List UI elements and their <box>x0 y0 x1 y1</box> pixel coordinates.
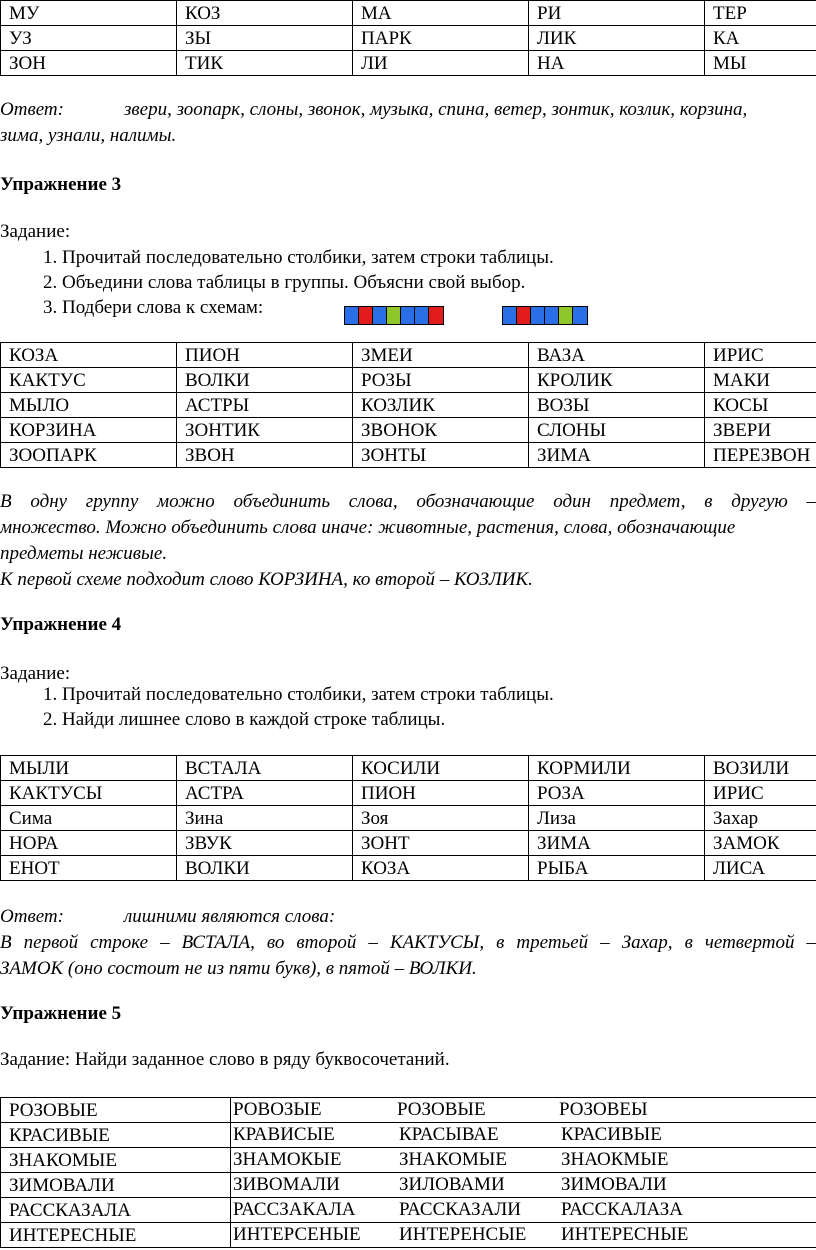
exercise-3-table-cell: ЗВЕРИ <box>705 418 816 443</box>
exercise-3-table-cell: ВОЛКИ <box>177 368 353 393</box>
exercise-5-target-word: КРАСИВЫЕ <box>1 1123 231 1148</box>
syllable-table-cell: ЛИ <box>353 51 529 76</box>
exercise-3-table-cell: КОСЫ <box>705 393 816 418</box>
exercise-3-table-cell: ЗОНТЫ <box>353 443 529 468</box>
exercise-3-table-row <box>1 443 816 468</box>
exercise-4-table-cell: ЗИМА <box>529 831 705 856</box>
exercise-5-target-word: ЗНАКОМЫЕ <box>1 1148 231 1173</box>
exercise-5-row <box>1 1173 816 1198</box>
syllable-table-cell: КА <box>705 26 816 51</box>
exercise-5-variant: РАССЗАКАЛА <box>233 1199 356 1220</box>
exercise-4-table-row <box>1 831 816 856</box>
exercise-3-answer-line2: множество. Можно объединить слова иначе: животные, растения, слова, обозначающие <box>0 517 736 538</box>
scheme-cell-red <box>429 307 443 324</box>
exercise-3-task-label: Задание: <box>0 221 71 242</box>
exercise-3-table-row <box>1 343 816 368</box>
exercise-4-table-cell: РОЗА <box>529 781 705 806</box>
scheme-cell-blue <box>373 307 387 324</box>
exercise-3-answer-line1: В одну группу можно объединить слова, обозначающие один предмет, в другую – <box>0 491 816 512</box>
scheme-cell-blue <box>401 307 415 324</box>
exercise-3-table-cell: ЗМЕИ <box>353 343 529 368</box>
exercise-4-table-cell: РЫБА <box>529 856 705 881</box>
exercise-5-variants <box>231 1098 816 1123</box>
exercise-3-task-item: 2. Объедини слова таблицы в группы. Объясни свой выбор. <box>62 270 816 295</box>
exercise-5-variants <box>231 1198 816 1223</box>
syllable-table-cell: ПАРК <box>353 26 529 51</box>
exercise-5-variants <box>231 1173 816 1198</box>
exercise-4-table-cell: ЗОНТ <box>353 831 529 856</box>
exercise-4-answer-label: Ответ: <box>0 906 64 927</box>
exercise-5-row <box>1 1148 816 1173</box>
exercise-5-variant: КРАСИВЫЕ <box>561 1124 662 1145</box>
exercise-4-table-cell: ЕНОТ <box>1 856 177 881</box>
syllable-table-cell: ТИК <box>177 51 353 76</box>
exercise-3-table-cell: КОРЗИНА <box>1 418 177 443</box>
exercise-4-answer-line1: В первой строке – ВСТАЛА, во второй – КАКТУСЫ, в третьей – Захар, в четвертой – <box>0 932 816 953</box>
exercise-4-table-cell: КОСИЛИ <box>353 756 529 781</box>
exercise-5-task: Задание: Найди заданное слово в ряду буквосочетаний. <box>0 1049 450 1070</box>
answer-1-label: Ответ: <box>0 99 64 120</box>
exercise-5-variant: ЗНАКОМЫЕ <box>399 1149 507 1170</box>
exercise-4-table-cell: ИРИС <box>705 781 816 806</box>
scheme-cell-green <box>387 307 401 324</box>
exercise-3-table-cell: ЗОНТИК <box>177 418 353 443</box>
exercise-3-table-cell: КАКТУС <box>1 368 177 393</box>
exercise-4-table-cell: Зина <box>177 806 353 831</box>
exercise-4-table-cell: Сима <box>1 806 177 831</box>
exercise-5-row <box>1 1223 816 1248</box>
syllable-table-row <box>1 26 816 51</box>
scheme-cell-red <box>517 307 531 324</box>
syllable-table-cell: ЛИК <box>529 26 705 51</box>
exercise-4-table-cell: АСТРА <box>177 781 353 806</box>
exercise-5-variant: ИНТЕРСЕНЫЕ <box>233 1224 361 1245</box>
exercise-4-task-item: 2. Найди лишнее слово в каждой строке таблицы. <box>62 707 816 732</box>
exercise-4-table-cell: КАКТУСЫ <box>1 781 177 806</box>
exercise-3-table-cell: МАКИ <box>705 368 816 393</box>
exercise-5-variant: РАССКАЛАЗА <box>561 1199 684 1220</box>
exercise-4-table-row <box>1 781 816 806</box>
scheme-cell-red <box>359 307 373 324</box>
exercise-3-table-cell: АСТРЫ <box>177 393 353 418</box>
exercise-5-variant: КРАВИСЫЕ <box>233 1124 335 1145</box>
syllable-table-cell: НА <box>529 51 705 76</box>
exercise-3-task-item: 1. Прочитай последовательно столбики, затем строки таблицы. <box>62 245 816 270</box>
exercise-4-table-cell: ЛИСА <box>705 856 816 881</box>
exercise-3-table-cell: ЗИМА <box>529 443 705 468</box>
scheme-cell-blue <box>531 307 545 324</box>
exercise-3-table-cell: РОЗЫ <box>353 368 529 393</box>
exercise-4-table-row <box>1 856 816 881</box>
exercise-3-table-cell: КОЗА <box>1 343 177 368</box>
exercise-4-answer-head: лишними являются слова: <box>124 906 336 927</box>
exercise-4-table <box>0 755 816 881</box>
exercise-3-table-row <box>1 368 816 393</box>
exercise-3-table-cell: ЗООПАРК <box>1 443 177 468</box>
exercise-5-row <box>1 1123 816 1148</box>
answer-1-line1: звери, зоопарк, слоны, звонок, музыка, спина, ветер, зонтик, козлик, корзина, <box>124 99 748 120</box>
exercise-5-variant: ЗИМОВАЛИ <box>561 1174 667 1195</box>
scheme-cell-blue <box>545 307 559 324</box>
exercise-5-variant: ИНТЕРЕНСЫЕ <box>399 1224 527 1245</box>
scheme-cell-blue <box>503 307 517 324</box>
answer-1 <box>0 97 816 149</box>
exercise-5-variant: ЗНАМОКЫЕ <box>233 1149 342 1170</box>
exercise-3-table-cell: КРОЛИК <box>529 368 705 393</box>
exercise-5-row <box>1 1198 816 1223</box>
syllable-table-cell: РИ <box>529 1 705 26</box>
syllable-table-cell: КОЗ <box>177 1 353 26</box>
exercise-5-variant: РОЗОВЫЕ <box>397 1099 486 1120</box>
exercise-5-variants <box>231 1123 816 1148</box>
color-scheme-1 <box>344 306 444 325</box>
exercise-4-table-cell: Лиза <box>529 806 705 831</box>
exercise-4-table-cell: ЗАМОК <box>705 831 816 856</box>
exercise-5-variant: РАССКАЗАЛИ <box>399 1199 522 1220</box>
syllable-table-row <box>1 1 816 26</box>
exercise-4-answer <box>0 904 816 982</box>
syllable-table-row <box>1 51 816 76</box>
exercise-3-table <box>0 342 816 468</box>
exercise-4-table-cell: ЗВУК <box>177 831 353 856</box>
exercise-5-title: Упражнение 5 <box>0 1003 122 1024</box>
exercise-5-grid <box>0 1097 816 1248</box>
syllable-table-cell: МУ <box>1 1 177 26</box>
exercise-4-table-cell: ПИОН <box>353 781 529 806</box>
exercise-5-variant: РОЗОВЕЫ <box>559 1099 648 1120</box>
exercise-4-answer-line2: ЗАМОК (оно состоит не из пяти букв), в пятой – ВОЛКИ. <box>0 958 477 979</box>
syllable-table-cell: УЗ <box>1 26 177 51</box>
exercise-3-table-cell: ПИОН <box>177 343 353 368</box>
exercise-5-variants <box>231 1148 816 1173</box>
exercise-5-target-word: РОЗОВЫЕ <box>1 1098 231 1123</box>
scheme-cell-blue <box>573 307 587 324</box>
exercise-4-table-cell: КОРМИЛИ <box>529 756 705 781</box>
exercise-3-table-cell: ЗВОНОК <box>353 418 529 443</box>
exercise-3-table-cell: ВАЗА <box>529 343 705 368</box>
exercise-3-table-cell: МЫЛО <box>1 393 177 418</box>
scheme-cell-blue <box>415 307 429 324</box>
exercise-4-title: Упражнение 4 <box>0 614 122 635</box>
exercise-4-task-list <box>0 682 816 732</box>
exercise-5-variant: ЗНАОКМЫЕ <box>561 1149 669 1170</box>
answer-1-line2: зима, узнали, налимы. <box>0 125 177 146</box>
syllable-table-cell: МА <box>353 1 529 26</box>
exercise-3-task-item: 3. Подбери слова к схемам: <box>62 295 816 320</box>
color-scheme-2 <box>502 306 588 325</box>
exercise-5-variants <box>231 1223 816 1248</box>
exercise-3-table-cell: ПЕРЕЗВОН <box>705 443 816 468</box>
exercise-4-table-cell: ВСТАЛА <box>177 756 353 781</box>
syllable-table-cell: ЗЫ <box>177 26 353 51</box>
exercise-4-task-item: 1. Прочитай последовательно столбики, затем строки таблицы. <box>62 682 816 707</box>
exercise-3-table-cell: ЗВОН <box>177 443 353 468</box>
exercise-3-answer-line4: К первой схеме подходит слово КОРЗИНА, ко второй – КОЗЛИК. <box>0 569 533 590</box>
exercise-5-table <box>0 1097 816 1248</box>
scheme-cell-blue <box>345 307 359 324</box>
exercise-5-row <box>1 1098 816 1123</box>
exercise-4-table-cell: ВОЗИЛИ <box>705 756 816 781</box>
exercise-4-table-cell: Зоя <box>353 806 529 831</box>
exercise-3-grid <box>0 342 816 468</box>
exercise-4-table-row <box>1 806 816 831</box>
exercise-3-answer <box>0 489 816 593</box>
exercise-4-table-row <box>1 756 816 781</box>
exercise-3-table-row <box>1 418 816 443</box>
exercise-5-variant: ЗИЛОВАМИ <box>399 1174 505 1195</box>
exercise-3-table-cell: КОЗЛИК <box>353 393 529 418</box>
syllable-grid <box>0 0 816 76</box>
exercise-4-table-cell: КОЗА <box>353 856 529 881</box>
syllable-table <box>0 0 816 76</box>
exercise-5-variant: ИНТЕРЕСНЫЕ <box>561 1224 689 1245</box>
scheme-cell-green <box>559 307 573 324</box>
exercise-3-title: Упражнение 3 <box>0 174 122 195</box>
exercise-4-grid <box>0 755 816 881</box>
exercise-5-variant: РОВОЗЫЕ <box>233 1099 322 1120</box>
exercise-4-table-cell: МЫЛИ <box>1 756 177 781</box>
exercise-4-table-cell: НОРА <box>1 831 177 856</box>
exercise-4-table-cell: Захар <box>705 806 816 831</box>
exercise-5-variant: КРАСЫВАЕ <box>399 1124 499 1145</box>
exercise-3-table-row <box>1 393 816 418</box>
exercise-3-answer-line3: предметы неживые. <box>0 543 168 564</box>
exercise-3-table-cell: ИРИС <box>705 343 816 368</box>
exercise-4-task-label: Задание: <box>0 663 71 684</box>
exercise-4-table-cell: ВОЛКИ <box>177 856 353 881</box>
exercise-5-target-word: РАССКАЗАЛА <box>1 1198 231 1223</box>
syllable-table-cell: ТЕР <box>705 1 816 26</box>
syllable-table-cell: ЗОН <box>1 51 177 76</box>
exercise-5-target-word: ИНТЕРЕСНЫЕ <box>1 1223 231 1248</box>
syllable-table-cell: МЫ <box>705 51 816 76</box>
exercise-5-target-word: ЗИМОВАЛИ <box>1 1173 231 1198</box>
exercise-5-variant: ЗИВОМАЛИ <box>233 1174 340 1195</box>
exercise-3-table-cell: СЛОНЫ <box>529 418 705 443</box>
exercise-3-table-cell: ВОЗЫ <box>529 393 705 418</box>
